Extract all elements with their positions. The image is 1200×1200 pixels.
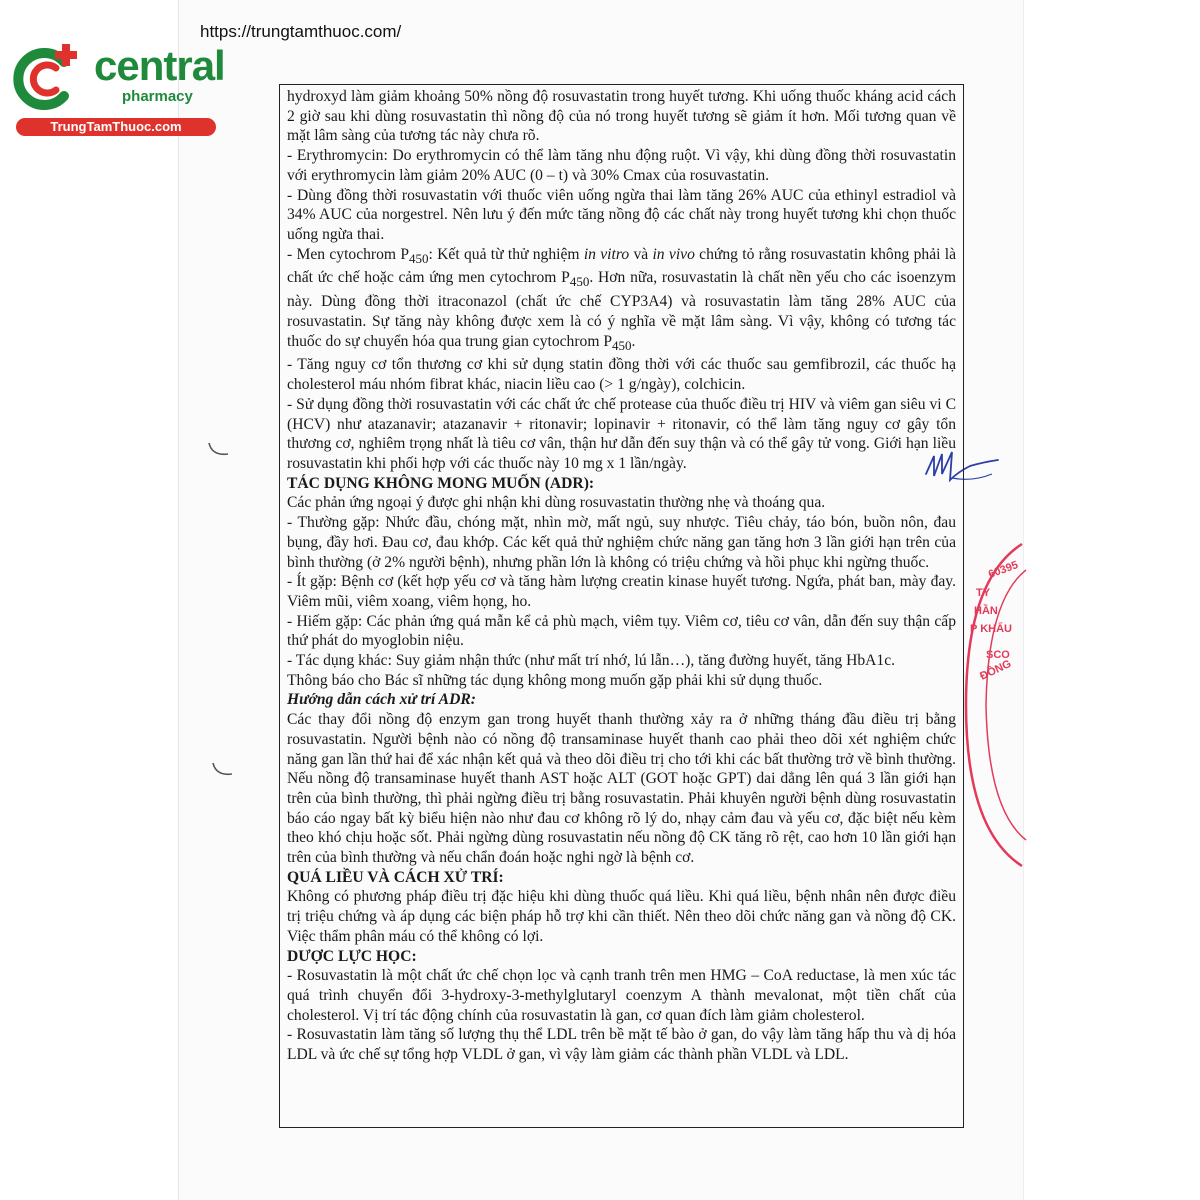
- paragraph-cytochrom: [287, 245, 956, 356]
- stamp-text: 60395: [986, 559, 1020, 581]
- paragraph: - Erythromycin: Do erythromycin có thể làm tăng nhu động ruột. Vì vậy, khi dùng đồng thời rosuvastatin với erythromycin làm giảm 20% AUC (0 – t) và 30% Cmax của rosuvastatin.: [287, 147, 956, 184]
- logo-site-label: TrungTamThuoc.com: [16, 118, 216, 136]
- stamp-text: P KHẨU: [970, 623, 1012, 635]
- text-run: . Hơn nữa, rosuvastatin là chất nền yếu cho các isoenzym này. Dùng đồng thời itraconazol (chất ức chế CYP3A4) và rosuvastatin làm tăng 28% AUC của rosuvastatin. Sự tăng này không được xem là có ý nghĩa về mặt lâm sàng. Vì vậy, không có tương tác thuốc do sự chuyển hóa qua trung gian cytochrom P: [287, 269, 956, 350]
- source-url[interactable]: https://trungtamthuoc.com/: [200, 22, 402, 41]
- subsection-heading-adr-guide: Hướng dẫn cách xử trí ADR:: [287, 691, 476, 709]
- section-heading-pharmacodynamics: DƯỢC LỰC HỌC:: [287, 947, 417, 965]
- paragraph: - Ít gặp: Bệnh cơ (kết hợp yếu cơ và tăng hàm lượng creatin kinase huyết tương. Ngứa, phát ban, mày đay. Viêm mũi, viêm xoang, viêm họng, ho.: [287, 573, 956, 610]
- paragraph: - Hiếm gặp: Các phản ứng quá mẫn kể cả phù mạch, viêm tụy. Viêm cơ, tiêu cơ vân, dẫn đến suy thận cấp thứ phát do myoglobin niệu.: [287, 612, 956, 650]
- paragraph: - Thường gặp: Nhức đầu, chóng mặt, nhìn mờ, mất ngủ, suy nhược. Tiêu chảy, táo bón, buồn nôn, đau bụng, đầy hơi. Đau cơ, đau khớp. Các kết quả thử nghiệm chức năng gan tăng hơn 3 lần giới hạn trên của bình thường (ở 2% người bệnh), nhưng phần lớn là không có triệu chứng và hồi phục khi ngừng thuốc.: [287, 514, 956, 571]
- subscript: 450: [569, 274, 590, 290]
- logo-mark-icon: [8, 38, 88, 118]
- stamp-text: TY: [976, 587, 991, 599]
- logo-name: central: [94, 42, 225, 89]
- company-stamp: [960, 540, 1030, 870]
- stamp-text: ĐỒNG: [978, 657, 1014, 683]
- paragraph: - Dùng đồng thời rosuvastatin với thuốc viên uống ngừa thai làm tăng 26% AUC của ethinyl estradiol và 34% AUC của norgestrel. Nên lưu ý đến mức tăng nồng độ các chất này trong huyết tương khi chọn thuốc uống ngừa thai.: [287, 186, 956, 243]
- subscript: 450: [409, 250, 429, 266]
- subscript: 450: [612, 337, 632, 353]
- punch-hole-icon: [206, 440, 232, 460]
- paragraph: Các thay đổi nồng độ enzym gan trong huyết thanh thường xảy ra ở những tháng đầu điều trị bằng rosuvastatin. Người bệnh nào có nồng độ transaminase huyết thanh cao phải theo dõi xét nghiệm chức năng gan lần thứ hai để xác nhận kết quả và theo dõi điều trị cho tới khi các bất thường trở về bình thường. Nếu nồng độ transaminase huyết thanh AST hoặc ALT (GOT hoặc GPT) dai dẳng lên quá 3 lần giới hạn trên của bình thường, thì phải ngừng điều trị bằng rosuvastatin. Phải khuyên người bệnh dùng rosuvastatin báo cáo ngay bất kỳ biểu hiện nào như đau cơ không rõ lý do, nhạy cảm đau và yếu cơ, đặc biệt nếu kèm theo khó chịu hoặc sốt. Phải ngừng dùng rosuvastatin nếu nồng độ CK tăng rõ rệt, cao hơn 10 lần giới hạn trên của bình thường và nếu chẩn đoán hoặc nghi ngờ là bệnh cơ.: [287, 711, 956, 867]
- paragraph: - Rosuvastatin làm tăng số lượng thụ thể LDL trên bề mặt tế bào ở gan, do vậy làm tăng hấp thu và dị hóa LDL và ức chế sự tổng hợp VLDL ở gan, vì vậy làm giảm các thành phần VLDL và LDL.: [287, 1026, 956, 1064]
- paragraph: Các phản ứng ngoại ý được ghi nhận khi dùng rosuvastatin thường nhẹ và thoáng qua.: [287, 494, 826, 512]
- paragraph: - Sử dụng đồng thời rosuvastatin với các chất ức chế protease của thuốc điều trị HIV và viêm gan siêu vi C (HCV) như atazanavir; atazanavir + ritonavir; lopinavir + ritonavir, có thể làm tăng nguy cơ gây tổn thương cơ, nghiêm trọng nhất là tiêu cơ vân, thận hư dẫn đến suy thận và có thể gây tử vong. Giới hạn liều rosuvastatin khi phối hợp với các thuốc này 10 mg x 1 lần/ngày.: [287, 395, 956, 472]
- central-pharmacy-logo[interactable]: [8, 38, 225, 138]
- text-run: .: [631, 332, 636, 350]
- paragraph: - Tác dụng khác: Suy giảm nhận thức (như mất trí nhớ, lú lẫn…), tăng đường huyết, tăng HbA1c.: [287, 652, 896, 670]
- paragraph: Không có phương pháp điều trị đặc hiệu khi dùng thuốc quá liều. Khi quá liều, bệnh nhân nên được điều trị triệu chứng và áp dụng các biện pháp hỗ trợ khi cần thiết. Nên theo dõi chức năng gan và nồng độ CK. Việc thẩm phân máu có thể không có lợi.: [287, 888, 956, 945]
- italic-term: in vitro: [583, 245, 630, 263]
- paragraph: hydroxyd làm giảm khoảng 50% nồng độ rosuvastatin trong huyết tương. Khi uống thuốc kháng acid cách 2 giờ sau khi dùng rosuvastatin thì nồng độ của nó trong huyết tương sẽ giảm ít hơn. Mối tương quan về mặt lâm sàng của tương tác này chưa rõ.: [287, 88, 956, 145]
- paragraph: - Rosuvastatin là một chất ức chế chọn lọc và cạnh tranh trên men HMG – CoA reductase, là men xúc tác quá trình chuyển đổi 3-hydroxy-3-methylglutaryl coenzym A thành mevalonat, một tiền chất của cholesterol. Vị trí tác động chính của rosuvastatin là gan, cơ quan đích làm giảm cholesterol.: [287, 967, 956, 1024]
- text-run: và: [629, 245, 653, 263]
- document-text-box: [279, 84, 964, 1128]
- section-heading-overdose: QUÁ LIỀU VÀ CÁCH XỬ TRÍ:: [287, 868, 504, 886]
- paragraph: Thông báo cho Bác sĩ những tác dụng không mong muốn gặp phải khi sử dụng thuốc.: [287, 671, 823, 689]
- logo-subtitle: pharmacy: [122, 88, 193, 105]
- text-run: - Men cytochrom P: [287, 245, 410, 263]
- section-heading-adr: TÁC DỤNG KHÔNG MONG MUỐN (ADR):: [287, 474, 595, 492]
- paragraph: - Tăng nguy cơ tổn thương cơ khi sử dụng statin đồng thời với các thuốc sau gemfibrozil, các thuốc hạ cholesterol máu nhóm fibrat khác, niacin liều cao (> 1 g/ngày), colchicin.: [287, 356, 956, 394]
- text-run: chứng tỏ rằng rosuvastatin không phải là chất ức chế hoặc cảm ứng men cytochrom P: [287, 245, 957, 287]
- italic-term: in vivo: [652, 245, 695, 263]
- punch-hole-icon: [210, 760, 236, 780]
- stamp-text: HẦN: [974, 605, 998, 617]
- stamp-text: SCO: [986, 649, 1010, 661]
- text-run: : Kết quả từ thử nghiệm: [428, 245, 584, 263]
